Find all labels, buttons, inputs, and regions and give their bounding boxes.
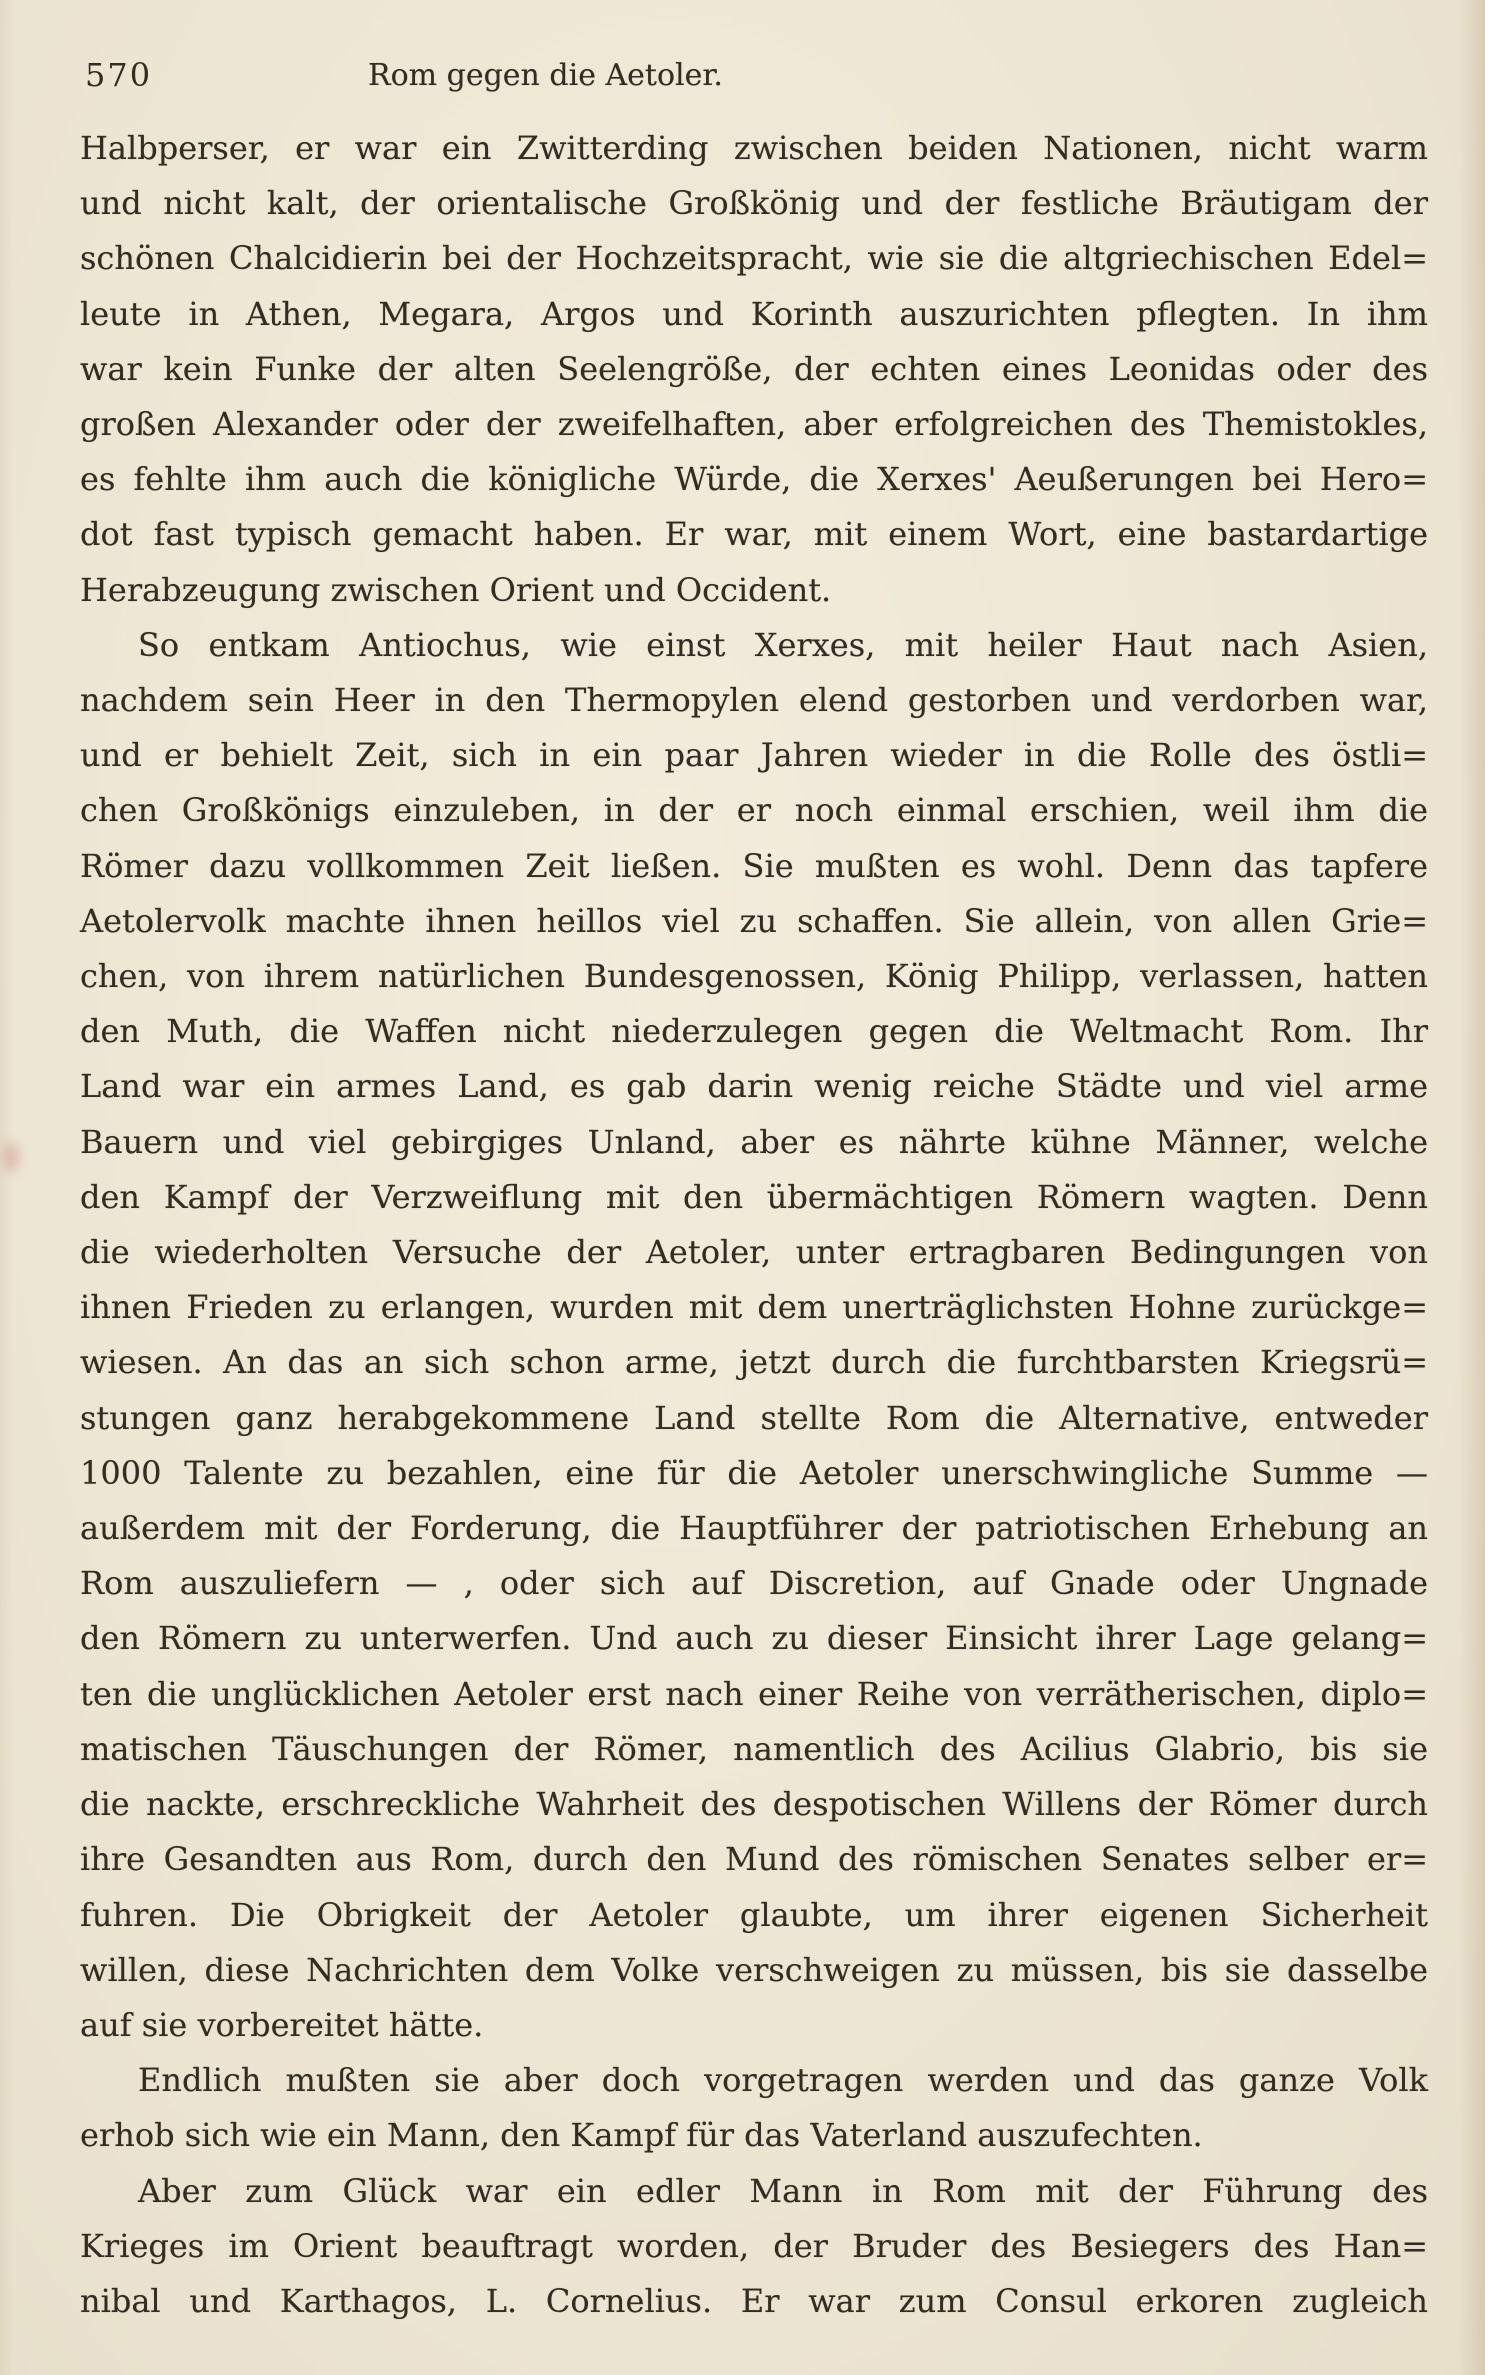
text-line: Aber zum Glück war ein edler Mann in Rom mit der Führung des [138, 2171, 1428, 2210]
text-line: ten die unglücklichen Aetoler erst nach einer Reihe von verrätherischen, diplo= [80, 1674, 1428, 1713]
text-line: Bauern und viel gebirgiges Unland, aber es nährte kühne Männer, welche [80, 1122, 1428, 1161]
text-line: matischen Täuschungen der Römer, namentlich des Acilius Glabrio, bis sie [80, 1729, 1428, 1768]
text-line: Endlich mußten sie aber doch vorgetragen werden und das ganze Volk [138, 2061, 1428, 2100]
text-line: und nicht kalt, der orientalische Großkönig und der festliche Bräutigam der [80, 184, 1428, 223]
text-line: Römer dazu vollkommen Zeit ließen. Sie mußten es wohl. Denn das tapfere [80, 846, 1428, 885]
text-line: auf sie vorbereitet hätte. [80, 2005, 484, 2044]
text-line: ihre Gesandten aus Rom, durch den Mund des römischen Senates selber er= [80, 1840, 1428, 1879]
text-line: schönen Chalcidierin bei der Hochzeitspracht, wie sie die altgriechischen Edel= [80, 239, 1428, 278]
page-right-edge-shading [1459, 0, 1485, 2375]
text-line: die wiederholten Versuche der Aetoler, unter ertragbaren Bedingungen von [80, 1233, 1428, 1272]
text-line: Aetolervolk machte ihnen heillos viel zu schaffen. Sie allein, von allen Grie= [80, 901, 1428, 940]
text-line: erhob sich wie ein Mann, den Kampf für das Vaterland auszufechten. [80, 2116, 1203, 2155]
text-line: Halbperser, er war ein Zwitterding zwischen beiden Nationen, nicht warm [80, 129, 1428, 167]
text-line: es fehlte ihm auch die königliche Würde, die Xerxes' Aeußerungen bei Hero= [80, 460, 1428, 499]
text-line: nibal und Karthagos, L. Cornelius. Er war zum Consul erkoren zugleich [80, 2281, 1428, 2320]
paragraph [80, 2053, 1428, 2163]
paragraph [80, 121, 1428, 618]
text-line: willen, diese Nachrichten dem Volke verschweigen zu müssen, bis sie dasselbe [80, 1950, 1428, 1989]
text-line: dot fast typisch gemacht haben. Er war, mit einem Wort, eine bastardartige [80, 515, 1428, 554]
text-line: den Römern zu unterwerfen. Und auch zu dieser Einsicht ihrer Lage gelang= [80, 1619, 1428, 1658]
page-number: 570 [85, 56, 153, 94]
text-block [80, 121, 1428, 2329]
text-line: den Muth, die Waffen nicht niederzulegen gegen die Weltmacht Rom. Ihr [80, 1012, 1428, 1051]
text-line: Rom auszuliefern — , oder sich auf Discretion, auf Gnade oder Ungnade [80, 1564, 1428, 1603]
paragraph [80, 618, 1428, 2053]
text-line: Krieges im Orient beauftragt worden, der Bruder des Besiegers des Han= [80, 2226, 1428, 2265]
page-header [0, 56, 1485, 100]
text-line: Land war ein armes Land, es gab darin wenig reiche Städte und viel arme [80, 1067, 1428, 1106]
running-title: Rom gegen die Aetoler. [368, 58, 723, 93]
page-left-edge-shading [0, 0, 14, 2375]
text-line: wiesen. An das an sich schon arme, jetzt durch die furchtbarsten Kriegsrü= [80, 1343, 1428, 1382]
text-line: ihnen Frieden zu erlangen, wurden mit dem unerträglichsten Hohne zurückge= [80, 1288, 1428, 1327]
text-line: nachdem sein Heer in den Thermopylen elend gestorben und verdorben war, [80, 681, 1428, 720]
text-line: leute in Athen, Megara, Argos und Korinth auszurichten pflegten. In ihm [80, 294, 1428, 333]
text-line: stungen ganz herabgekommene Land stellte Rom die Alternative, entweder [80, 1398, 1428, 1437]
text-line: und er behielt Zeit, sich in ein paar Jahren wieder in die Rolle des östli= [80, 736, 1428, 775]
text-line: fuhren. Die Obrigkeit der Aetoler glaubte, um ihrer eigenen Sicherheit [80, 1895, 1428, 1934]
text-line: chen, von ihrem natürlichen Bundesgenossen, König Philipp, verlassen, hatten [80, 957, 1428, 996]
text-line: 1000 Talente zu bezahlen, eine für die Aetoler unerschwingliche Summe — [80, 1453, 1428, 1492]
paper-smudge [2, 1142, 20, 1172]
text-line: war kein Funke der alten Seelengröße, der echten eines Leonidas oder des [80, 349, 1428, 388]
paragraph [80, 2164, 1428, 2330]
text-line: So entkam Antiochus, wie einst Xerxes, mit heiler Haut nach Asien, [138, 625, 1428, 664]
text-line: großen Alexander oder der zweifelhaften, aber erfolgreichen des Themistokles, [80, 405, 1428, 444]
text-line: Herabzeugung zwischen Orient und Occident. [80, 570, 832, 609]
text-line: den Kampf der Verzweiflung mit den übermächtigen Römern wagten. Denn [80, 1177, 1428, 1216]
text-line: die nackte, erschreckliche Wahrheit des despotischen Willens der Römer durch [80, 1785, 1428, 1824]
text-line: außerdem mit der Forderung, die Hauptführer der patriotischen Erhebung an [80, 1509, 1428, 1548]
text-line: chen Großkönigs einzuleben, in der er noch einmal erschien, weil ihm die [80, 791, 1428, 830]
